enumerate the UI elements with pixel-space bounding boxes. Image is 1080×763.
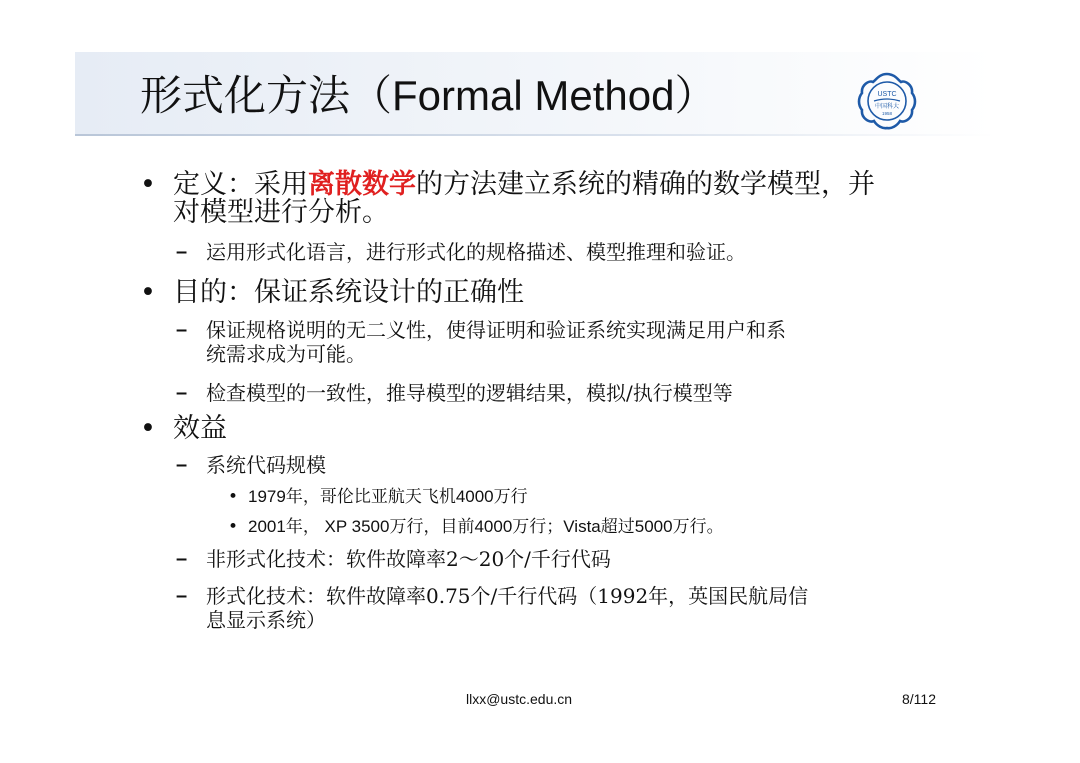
footer-page-number: 8/112 [902,691,936,707]
sub-bullet-text: 系统代码规模 [206,453,326,477]
definition-suffix: 的方法建立系统的精确的数学模型，并 [416,169,875,200]
logo-text-year: 1958 [881,111,893,116]
sub-bullet-text: 统需求成为可能。 [206,342,366,366]
bullet-marker: • [228,517,239,537]
sub-bullet-text: 运用形式化语言，进行形式化的规格描述、模型推理和验证。 [206,240,746,264]
title-close-paren: ） [674,71,717,120]
logo-text-cn: 中国科大 [874,103,900,110]
list-item-text: 2001年， XP 3500万行，目前4000万行；Vista超过5000万行。 [248,517,724,536]
dash-marker: – [176,454,188,476]
bullet-marker: • [228,487,239,507]
bullet-text: 效益 [173,413,227,444]
definition-highlight: 离散数学 [308,169,416,200]
footer-email: llxx@ustc.edu.cn [466,691,573,707]
title-open-paren: （ [350,71,393,120]
bullet-marker: • [140,277,156,308]
title-english: Formal Method [392,72,675,119]
sub-bullet-text: 息显示系统） [206,608,326,632]
bullet-marker: • [140,413,156,444]
dash-marker: – [176,548,188,570]
list-item-text: 1979年，哥伦比亚航天飞机4000万行 [248,487,528,506]
sub-bullet-text: 检查模型的一致性，推导模型的逻辑结果，模拟/执行模型等 [206,381,733,405]
sub-bullet-text: 非形式化技术：软件故障率2～20个/千行代码 [206,547,611,571]
dash-marker: – [176,585,188,607]
logo-text-ustc: USTC [877,91,897,98]
dash-marker: – [176,319,188,341]
bullet-text: 目的：保证系统设计的正确性 [173,277,524,308]
sub-bullet-text: 形式化技术：软件故障率0.75个/千行代码（1992年，英国民航局信 [206,584,809,608]
bullet-marker: • [140,169,156,200]
title-chinese: 形式化方法 [140,71,351,120]
dash-marker: – [176,382,188,404]
sub-bullet-text: 保证规格说明的无二义性，使得证明和验证系统实现满足用户和系 [206,318,786,342]
definition-prefix: 定义：采用 [173,169,308,200]
dash-marker: – [176,241,188,263]
bullet-text: 对模型进行分析。 [173,197,389,228]
